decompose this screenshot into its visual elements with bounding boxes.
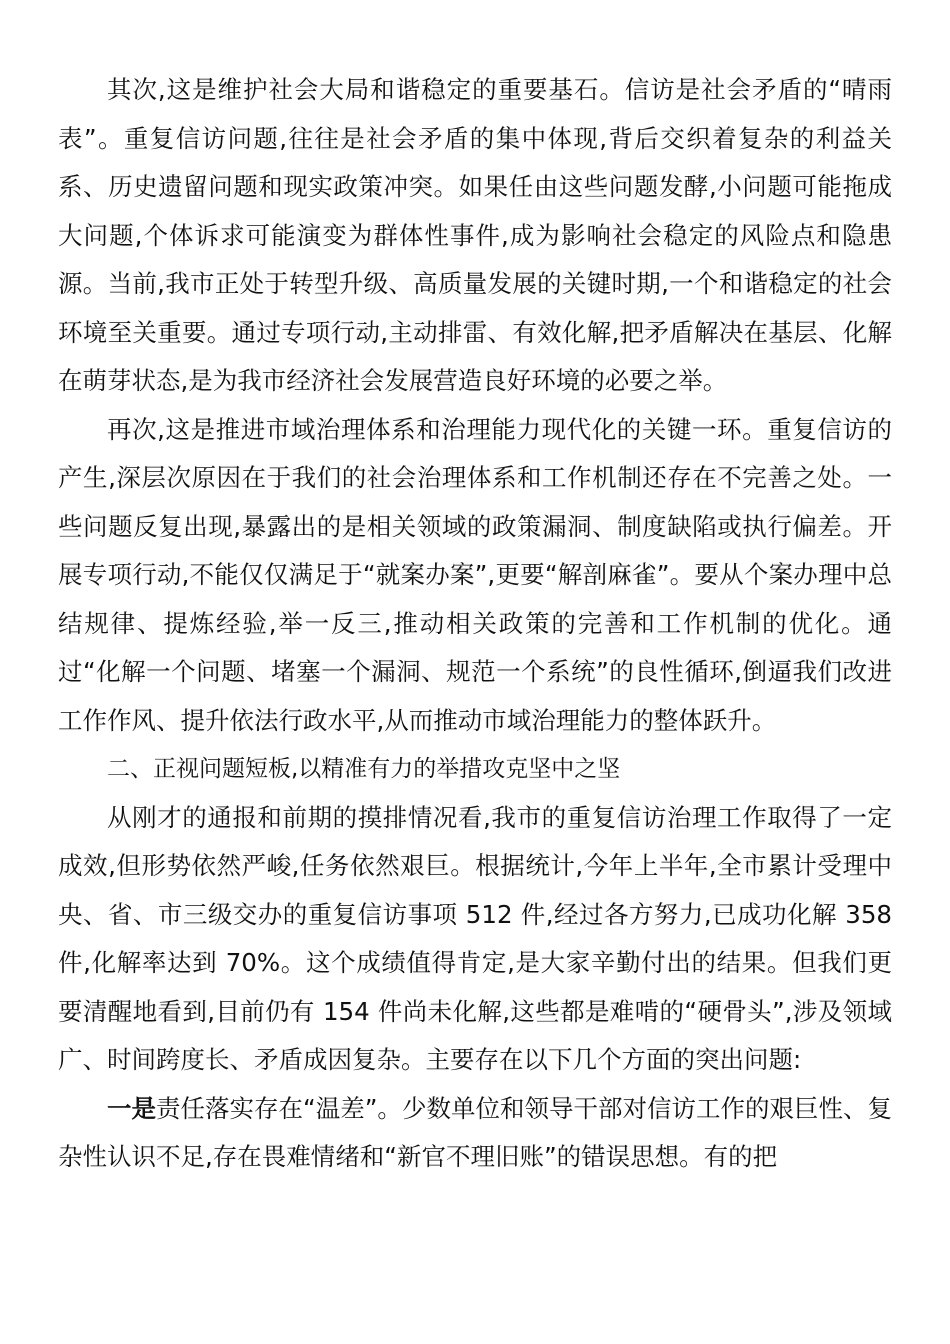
document-page [58,66,892,1182]
paragraph-responsibility [58,1085,892,1182]
paragraph-statistics: 从刚才的通报和前期的摸排情况看,我市的重复信访治理工作取得了一定成效,但形势依然严峻,任务依然艰巨。根据统计,今年上半年,全市累计受理中央、省、市三级交办的重复信访事项 512 件,经过各方努力,已成功化解 358 件,化解率达到 70%。这个成绩值得肯定,是大家辛勤付出的结果。但我们更要清醒地看到,目前仍有 154 件尚未化解,这些都是难啃的“硬骨头”,涉及领域广、时间跨度长、矛盾成因复杂。主要存在以下几个方面的突出问题: [58,802,892,1074]
paragraph-governance: 再次,这是推进市域治理体系和治理能力现代化的关键一环。重复信访的产生,深层次原因在于我们的社会治理体系和工作机制还存在不完善之处。一些问题反复出现,暴露出的是相关领域的政策漏洞、制度缺陷或执行偏差。开展专项行动,不能仅仅满足于“就案办案”,更要“解剖麻雀”。要从个案办理中总结规律、提炼经验,举一反三,推动相关政策的完善和工作机制的优化。通过“化解一个问题、堵塞一个漏洞、规范一个系统”的良性循环,倒逼我们改进工作作风、提升依法行政水平,从而推动市域治理能力的整体跃升。 [58,414,892,735]
point-one-lead: 一是 [107,1093,157,1123]
section-heading-2: 二、正视问题短板,以精准有力的举措攻克坚中之坚 [107,756,621,782]
paragraph-stability: 其次,这是维护社会大局和谐稳定的重要基石。信访是社会矛盾的“晴雨表”。重复信访问题,往往是社会矛盾的集中体现,背后交织着复杂的利益关系、历史遗留问题和现实政策冲突。如果任由这些问题发酵,小问题可能拖成大问题,个体诉求可能演变为群体性事件,成为影响社会稳定的风险点和隐患源。当前,我市正处于转型升级、高质量发展的关键时期,一个和谐稳定的社会环境至关重要。通过专项行动,主动排雷、有效化解,把矛盾解决在基层、化解在萌芽状态,是为我市经济社会发展营造良好环境的必要之举。 [58,75,892,395]
point-one-body: 责任落实存在“温差”。少数单位和领导干部对信访工作的艰巨性、复杂性认识不足,存在畏难情绪和“新官不理旧账”的错误思想。有的把 [58,1093,893,1171]
